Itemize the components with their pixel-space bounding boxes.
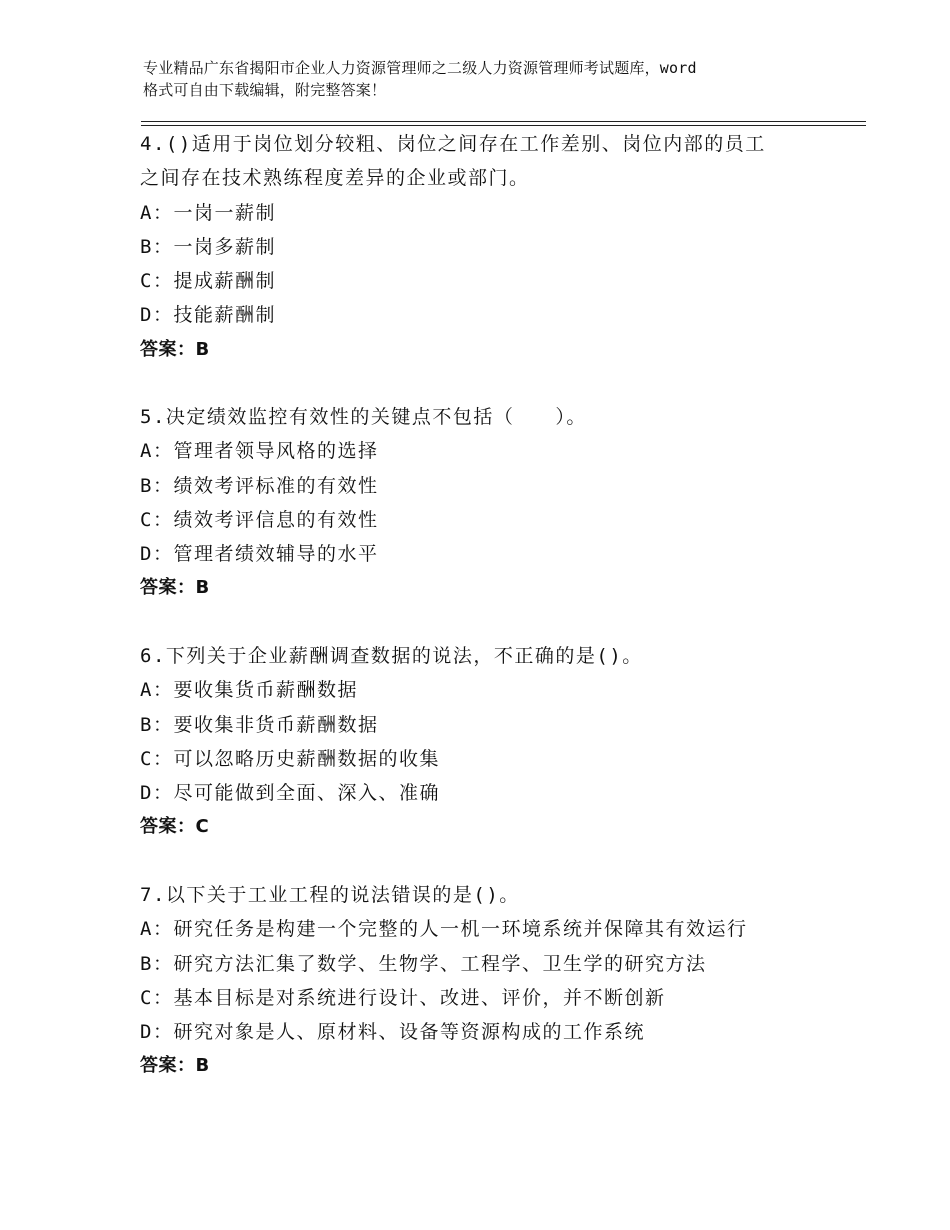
option-c: C：绩效考评信息的有效性 — [140, 508, 379, 531]
question-stem: 7.以下关于工业工程的说法错误的是()。 — [140, 884, 520, 906]
option-d: D：尽可能做到全面、深入、准确 — [140, 782, 440, 805]
answer: 答案：B — [140, 577, 210, 599]
option-a: A：要收集货币薪酬数据 — [140, 679, 358, 702]
question-stem: 6.下列关于企业薪酬调查数据的说法，不正确的是()。 — [140, 645, 643, 667]
option-a: A：一岗一薪制 — [140, 201, 276, 224]
option-d: D：技能薪酬制 — [140, 304, 276, 327]
question-6 — [140, 639, 820, 845]
answer: 答案：B — [140, 338, 210, 360]
option-c: C：可以忽略历史薪酬数据的收集 — [140, 747, 440, 770]
question-stem: 5.决定绩效监控有效性的关键点不包括（ ）。 — [140, 406, 587, 428]
option-d: D：研究对象是人、原材料、设备等资源构成的工作系统 — [140, 1021, 645, 1044]
header-rule-top — [141, 121, 866, 122]
header-line-1: 专业精品广东省揭阳市企业人力资源管理师之二级人力资源管理师考试题库，word — [143, 59, 697, 77]
question-5 — [140, 400, 820, 606]
header-rule-bottom — [141, 125, 866, 126]
answer: 答案：C — [140, 816, 210, 838]
question-4 — [140, 127, 820, 367]
header-line-2: 格式可自由下载编辑，附完整答案！ — [143, 81, 387, 99]
answer: 答案：B — [140, 1055, 210, 1077]
question-7 — [140, 878, 820, 1084]
question-stem: 4.()适用于岗位划分较粗、岗位之间存在工作差别、岗位内部的员工 — [140, 133, 766, 155]
option-a: A：管理者领导风格的选择 — [140, 440, 379, 463]
option-d: D：管理者绩效辅导的水平 — [140, 543, 379, 566]
document-header — [143, 57, 843, 101]
option-c: C：提成薪酬制 — [140, 270, 276, 293]
option-b: B：要收集非货币薪酬数据 — [140, 713, 379, 736]
question-stem: 之间存在技术熟练程度差异的企业或部门。 — [140, 167, 530, 190]
option-b: B：绩效考评标准的有效性 — [140, 474, 379, 497]
option-a: A：研究任务是构建一个完整的人一机一环境系统并保障其有效运行 — [140, 918, 748, 941]
option-b: B：研究方法汇集了数学、生物学、工程学、卫生学的研究方法 — [140, 952, 707, 975]
option-b: B：一岗多薪制 — [140, 235, 276, 258]
option-c: C：基本目标是对系统进行设计、改进、评价，并不断创新 — [140, 986, 666, 1009]
